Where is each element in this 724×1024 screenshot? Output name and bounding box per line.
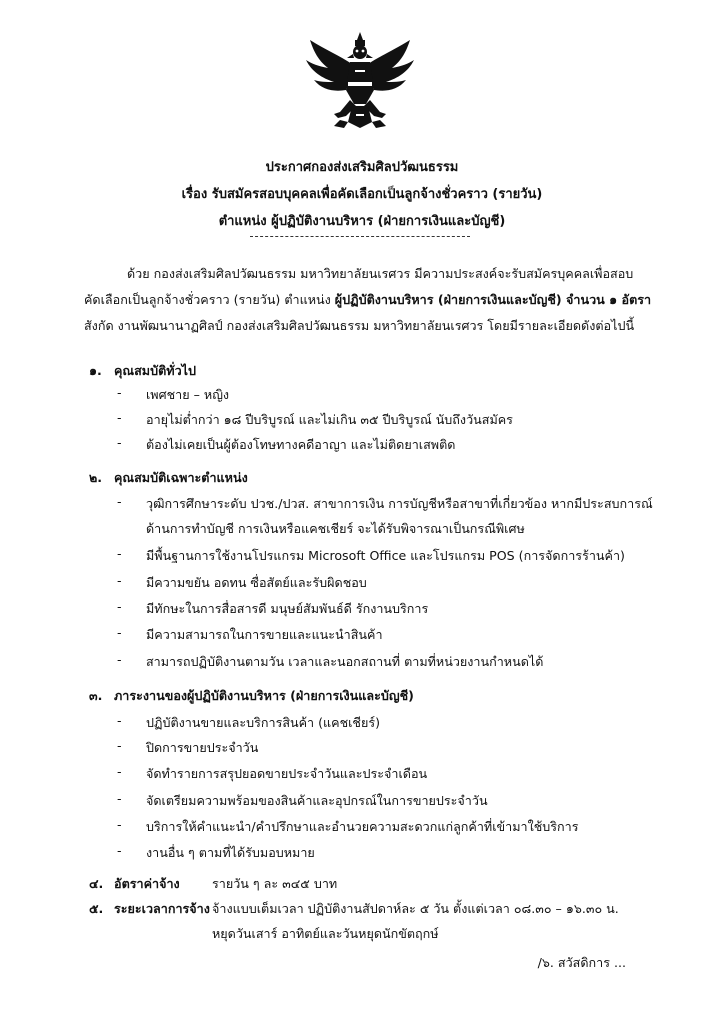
- section-3-title: ภาระงานของผู้ปฏิบัติงานบริหาร (ฝ่ายการเงินและบัญชี): [114, 688, 414, 703]
- employment-period-holidays: หยุดวันเสาร์ อาทิตย์และวันหยุดนักขัตฤกษ์: [212, 926, 439, 941]
- bullet-dash: -: [117, 435, 122, 450]
- list-item-continuation: ด้านการทำบัญชี การเงินหรือแคชเชียร์ จะได้รับพิจารณาเป็นกรณีพิเศษ: [146, 521, 525, 536]
- next-page-note: /๖. สวัสดิการ ...: [537, 955, 626, 970]
- intro-line-3: สังกัด งานพัฒนานาฏศิลป์ กองส่งเสริมศิลปวัฒนธรรม มหาวิทยาลัยนเรศวร โดยมีรายละเอียดดังต่อไปนี้: [84, 318, 635, 333]
- list-item: ปฏิบัติงานขายและบริการสินค้า (แคชเชียร์): [146, 715, 381, 730]
- intro-line-1: ด้วย กองส่งเสริมศิลปวัฒนธรรม มหาวิทยาลัยนเรศวร มีความประสงค์จะรับสมัครบุคคลเพื่อสอบ: [127, 266, 634, 281]
- intro-line-2-position: ผู้ปฏิบัติงานบริหาร (ฝ่ายการเงินและบัญชี) จำนวน ๑ อัตรา: [334, 292, 652, 307]
- intro-line-2: [84, 290, 651, 310]
- section-3-number: ๓.: [89, 688, 103, 703]
- bullet-dash: -: [117, 791, 122, 806]
- section-2-number: ๒.: [89, 470, 103, 485]
- list-item: สามารถปฏิบัติงานตามวัน เวลาและนอกสถานที่ ตามที่หน่วยงานกำหนดได้: [146, 654, 544, 669]
- bullet-dash: -: [117, 843, 122, 858]
- list-item: มีพื้นฐานการใช้งานโปรแกรม Microsoft Office และโปรแกรม POS (การจัดการร้านค้า): [146, 548, 625, 563]
- list-item: เพศชาย – หญิง: [146, 387, 230, 402]
- list-item: จัดทำรายการสรุปยอดขายประจำวันและประจำเดือน: [146, 766, 428, 781]
- section-5-number: ๕.: [89, 901, 104, 916]
- bullet-dash: -: [117, 738, 122, 753]
- bullet-dash: -: [117, 573, 122, 588]
- bullet-dash: -: [117, 764, 122, 779]
- section-2-title: คุณสมบัติเฉพาะตำแหน่ง: [114, 470, 248, 485]
- bullet-dash: -: [117, 817, 122, 832]
- bullet-dash: -: [117, 625, 122, 640]
- section-1-title: คุณสมบัติทั่วไป: [114, 363, 196, 378]
- announcement-subject: เรื่อง รับสมัครสอบบุคคลเพื่อคัดเลือกเป็นลูกจ้างชั่วคราว (รายวัน): [181, 187, 543, 202]
- list-item: จัดเตรียมความพร้อมของสินค้าและอุปกรณ์ในการขายประจำวัน: [146, 793, 488, 808]
- intro-line-2-text: คัดเลือกเป็นลูกจ้างชั่วคราว (รายวัน) ตำแหน่ง: [84, 292, 335, 307]
- section-1-number: ๑.: [89, 363, 102, 378]
- header-divider: [250, 236, 470, 237]
- section-5-title: ระยะเวลาการจ้าง: [114, 901, 210, 916]
- list-item: อายุไม่ต่ำกว่า ๑๘ ปีบริบูรณ์ และไม่เกิน ๓๕ ปีบริบูรณ์ นับถึงวันสมัคร: [146, 412, 513, 427]
- bullet-dash: -: [117, 410, 122, 425]
- list-item: มีความสามารถในการขายและแนะนำสินค้า: [146, 627, 383, 642]
- bullet-dash: -: [117, 713, 122, 728]
- bullet-dash: -: [117, 494, 122, 509]
- list-item: งานอื่น ๆ ตามที่ได้รับมอบหมาย: [146, 845, 315, 860]
- list-item: วุฒิการศึกษาระดับ ปวช./ปวส. สาขาการเงิน การบัญชีหรือสาขาที่เกี่ยวข้อง หากมีประสบการณ์: [146, 496, 653, 511]
- section-4-number: ๔.: [89, 876, 104, 891]
- announcement-position: ตำแหน่ง ผู้ปฏิบัติงานบริหาร (ฝ่ายการเงินและบัญชี): [218, 214, 506, 229]
- section-4-title: อัตราค่าจ้าง: [114, 876, 180, 891]
- list-item: มีความขยัน อดทน ซื่อสัตย์และรับผิดชอบ: [146, 575, 367, 590]
- wage-rate-value: รายวัน ๆ ละ ๓๔๕ บาท: [212, 876, 338, 891]
- bullet-dash: -: [117, 385, 122, 400]
- announcement-title: ประกาศกองส่งเสริมศิลปวัฒนธรรม: [265, 160, 459, 175]
- list-item: ปิดการขายประจำวัน: [146, 740, 259, 755]
- list-item: บริการให้คำแนะนำ/คำปรึกษาและอำนวยความสะดวกแก่ลูกค้าที่เข้ามาใช้บริการ: [146, 819, 579, 834]
- employment-period-value: จ้างแบบเต็มเวลา ปฏิบัติงานสัปดาห์ละ ๕ วัน ตั้งแต่เวลา ๐๘.๓๐ – ๑๖.๓๐ น.: [212, 901, 619, 916]
- bullet-dash: -: [117, 652, 122, 667]
- bullet-dash: -: [117, 546, 122, 561]
- list-item: มีทักษะในการสื่อสารดี มนุษย์สัมพันธ์ดี รักงานบริการ: [146, 601, 429, 616]
- list-item: ต้องไม่เคยเป็นผู้ต้องโทษทางคดีอาญา และไม่ติดยาเสพติด: [146, 437, 456, 452]
- bullet-dash: -: [117, 599, 122, 614]
- garuda-emblem: [300, 30, 420, 130]
